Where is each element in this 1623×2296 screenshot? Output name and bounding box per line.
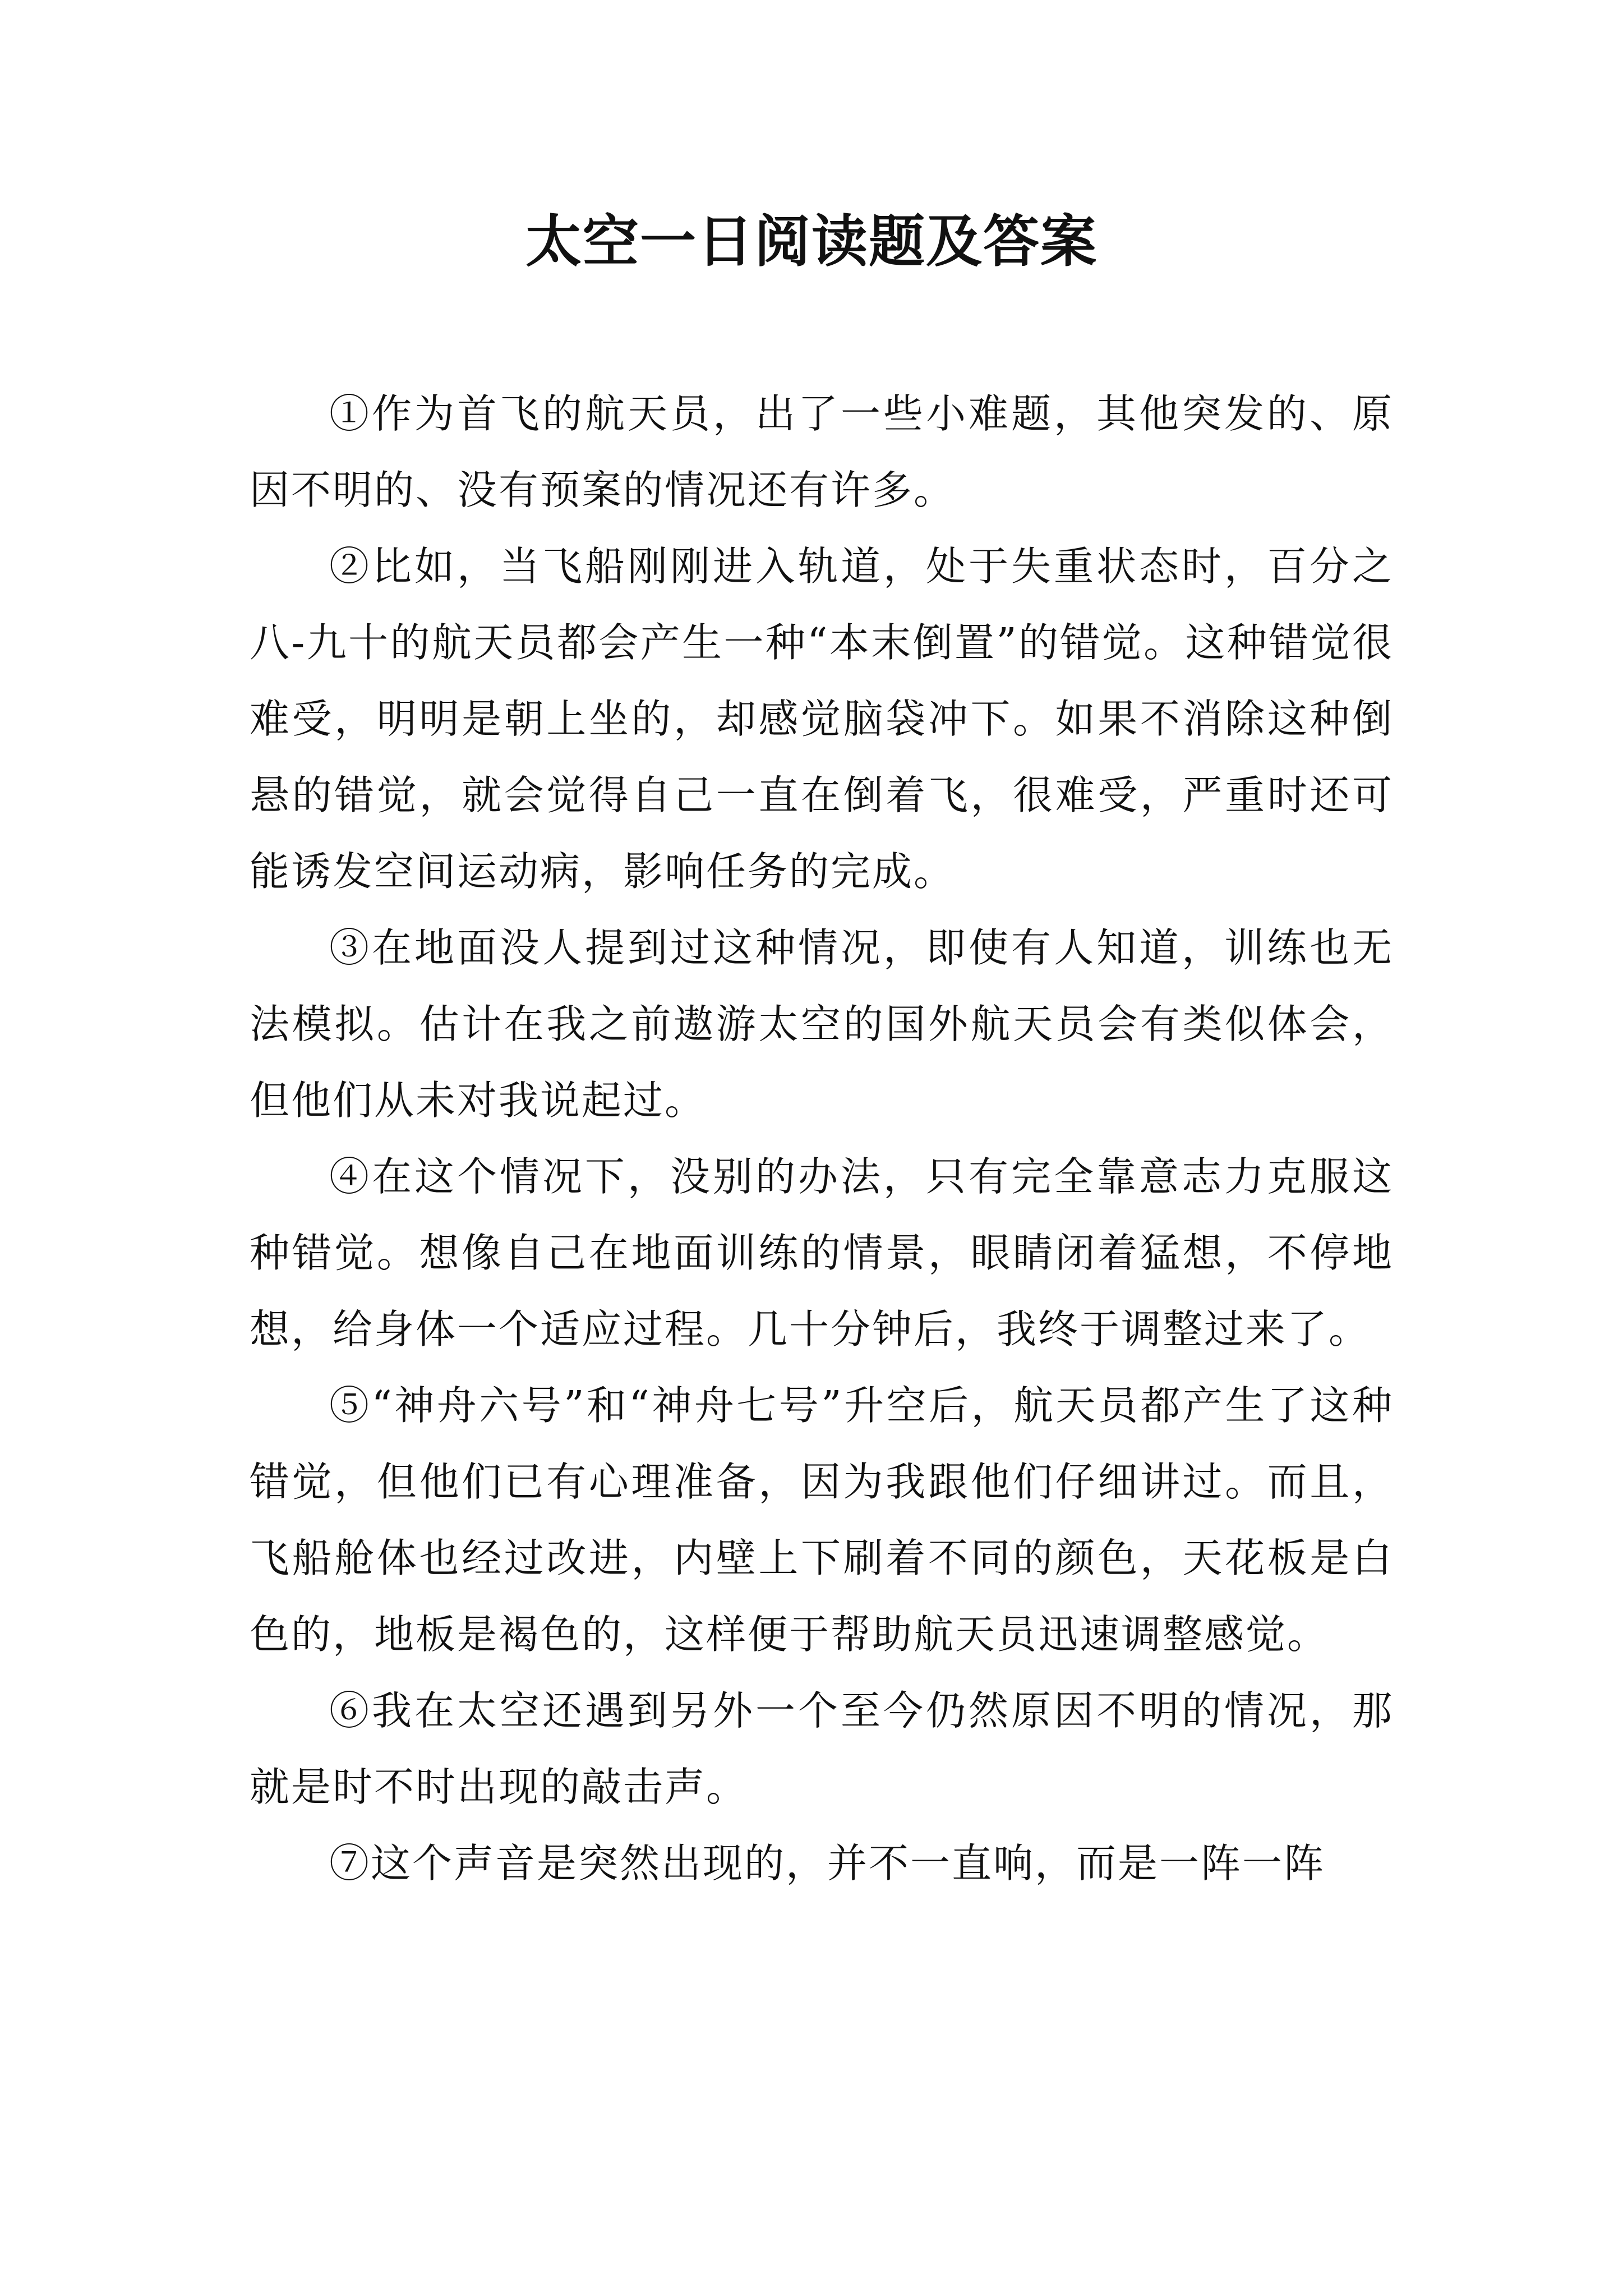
paragraph-4: ④在这个情况下，没别的办法，只有完全靠意志力克服这种错觉。想像自己在地面训练的情景，眼睛闭着猛想，不停地想，给身体一个适应过程。几十分钟后，我终于调整过来了。 bbox=[250, 1153, 1394, 1352]
paragraph-5: ⑤“神舟六号”和“神舟七号”升空后，航天员都产生了这种错觉，但他们已有心理准备，因为我跟他们仔细讲过。而且，飞船舱体也经过改进，内壁上下刷着不同的颜色，天花板是白色的，地板是褐色的，这样便于帮助航天员迅速调整感觉。 bbox=[250, 1382, 1394, 1658]
paragraph-1: ①作为首飞的航天员，出了一些小难题，其他突发的、原因不明的、没有预案的情况还有许多。 bbox=[250, 390, 1394, 513]
paragraph-7: ⑦这个声音是突然出现的，并不一直响，而是一阵一阵 bbox=[329, 1840, 1326, 1887]
document-title: 太空一日阅读题及答案 bbox=[525, 208, 1098, 274]
paragraph-6: ⑥我在太空还遇到另外一个至今仍然原因不明的情况，那就是时不时出现的敲击声。 bbox=[250, 1687, 1394, 1810]
paragraph-2: ②比如，当飞船刚刚进入轨道，处于失重状态时，百分之八-九十的航天员都会产生一种“本末倒置”的错觉。这种错觉很难受，明明是朝上坐的，却感觉脑袋冲下。如果不消除这种倒悬的错觉，就会觉得自己一直在倒着飞，很难受，严重时还可能诱发空间运动病，影响任务的完成。 bbox=[250, 543, 1394, 895]
document-body bbox=[250, 376, 1394, 1902]
paragraph-3: ③在地面没人提到过这种情况，即使有人知道，训练也无法模拟。估计在我之前遨游太空的国外航天员会有类似体会，但他们从未对我说起过。 bbox=[250, 924, 1394, 1124]
